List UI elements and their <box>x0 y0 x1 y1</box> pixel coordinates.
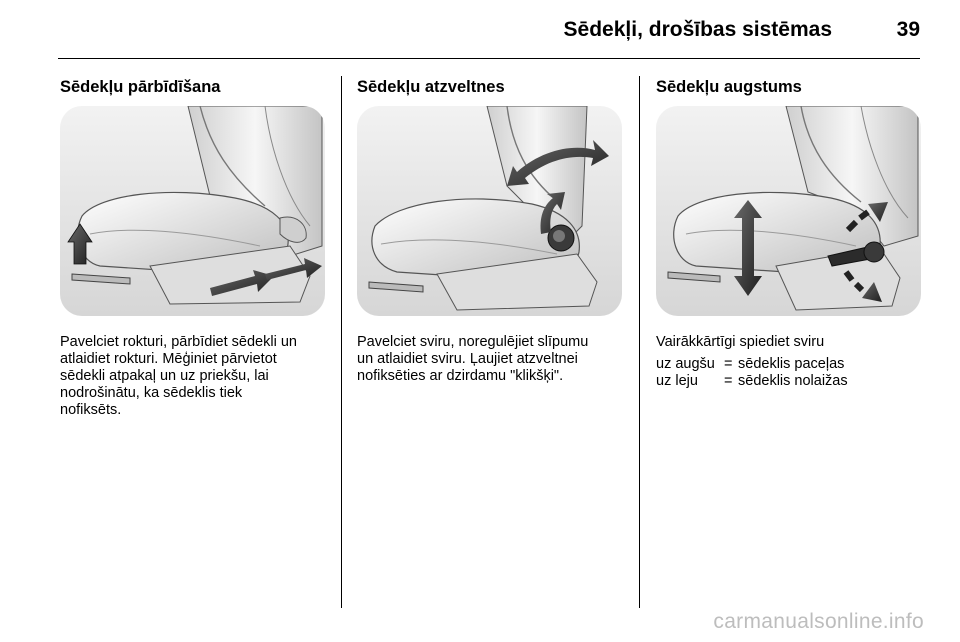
seat-slide-illustration <box>60 106 325 316</box>
section-backrest <box>357 76 505 98</box>
section-title: Sēdekļu pārbīdīšana <box>60 78 221 96</box>
seat-height-illustration <box>656 106 921 316</box>
chapter-title: Sēdekļi, drošības sistēmas <box>563 18 832 41</box>
column-divider <box>639 76 640 608</box>
section-seat-height <box>656 76 802 98</box>
definition-equals: = <box>724 373 733 389</box>
definition-equals: = <box>724 356 733 372</box>
definition-text: sēdeklis nolaižas <box>738 373 848 389</box>
definition-term: uz augšu <box>656 356 715 372</box>
column-divider <box>341 76 342 608</box>
section-body: Vairākkārtīgi spiediet sviru <box>656 334 825 350</box>
section-body: Pavelciet sviru, noregulējiet slīpumu un atlaidiet sviru. Ļaujiet atzveltnei nofiksēties ar dzirdamu "klikšķi". <box>357 334 589 384</box>
seat-backrest-illustration <box>357 106 622 316</box>
watermark: carmanualsonline.info <box>713 610 924 633</box>
section-body: Pavelciet rokturi, pārbīdiet sēdekli un atlaidiet rokturi. Mēģiniet pārvietot sēdekli atpakaļ un uz priekšu, lai nodrošinātu, ka sēdeklis tiek nofiksēts. <box>60 334 297 418</box>
definition-row <box>656 356 848 373</box>
section-seat-slide <box>60 76 220 98</box>
page-number: 39 <box>896 18 920 41</box>
header-divider <box>58 58 920 59</box>
height-definition-list <box>656 356 848 390</box>
definition-row <box>656 373 848 390</box>
definition-term: uz leju <box>656 373 698 389</box>
definition-text: sēdeklis paceļas <box>738 356 845 372</box>
section-title: Sēdekļu atzveltnes <box>357 78 505 96</box>
section-title: Sēdekļu augstums <box>656 78 802 96</box>
